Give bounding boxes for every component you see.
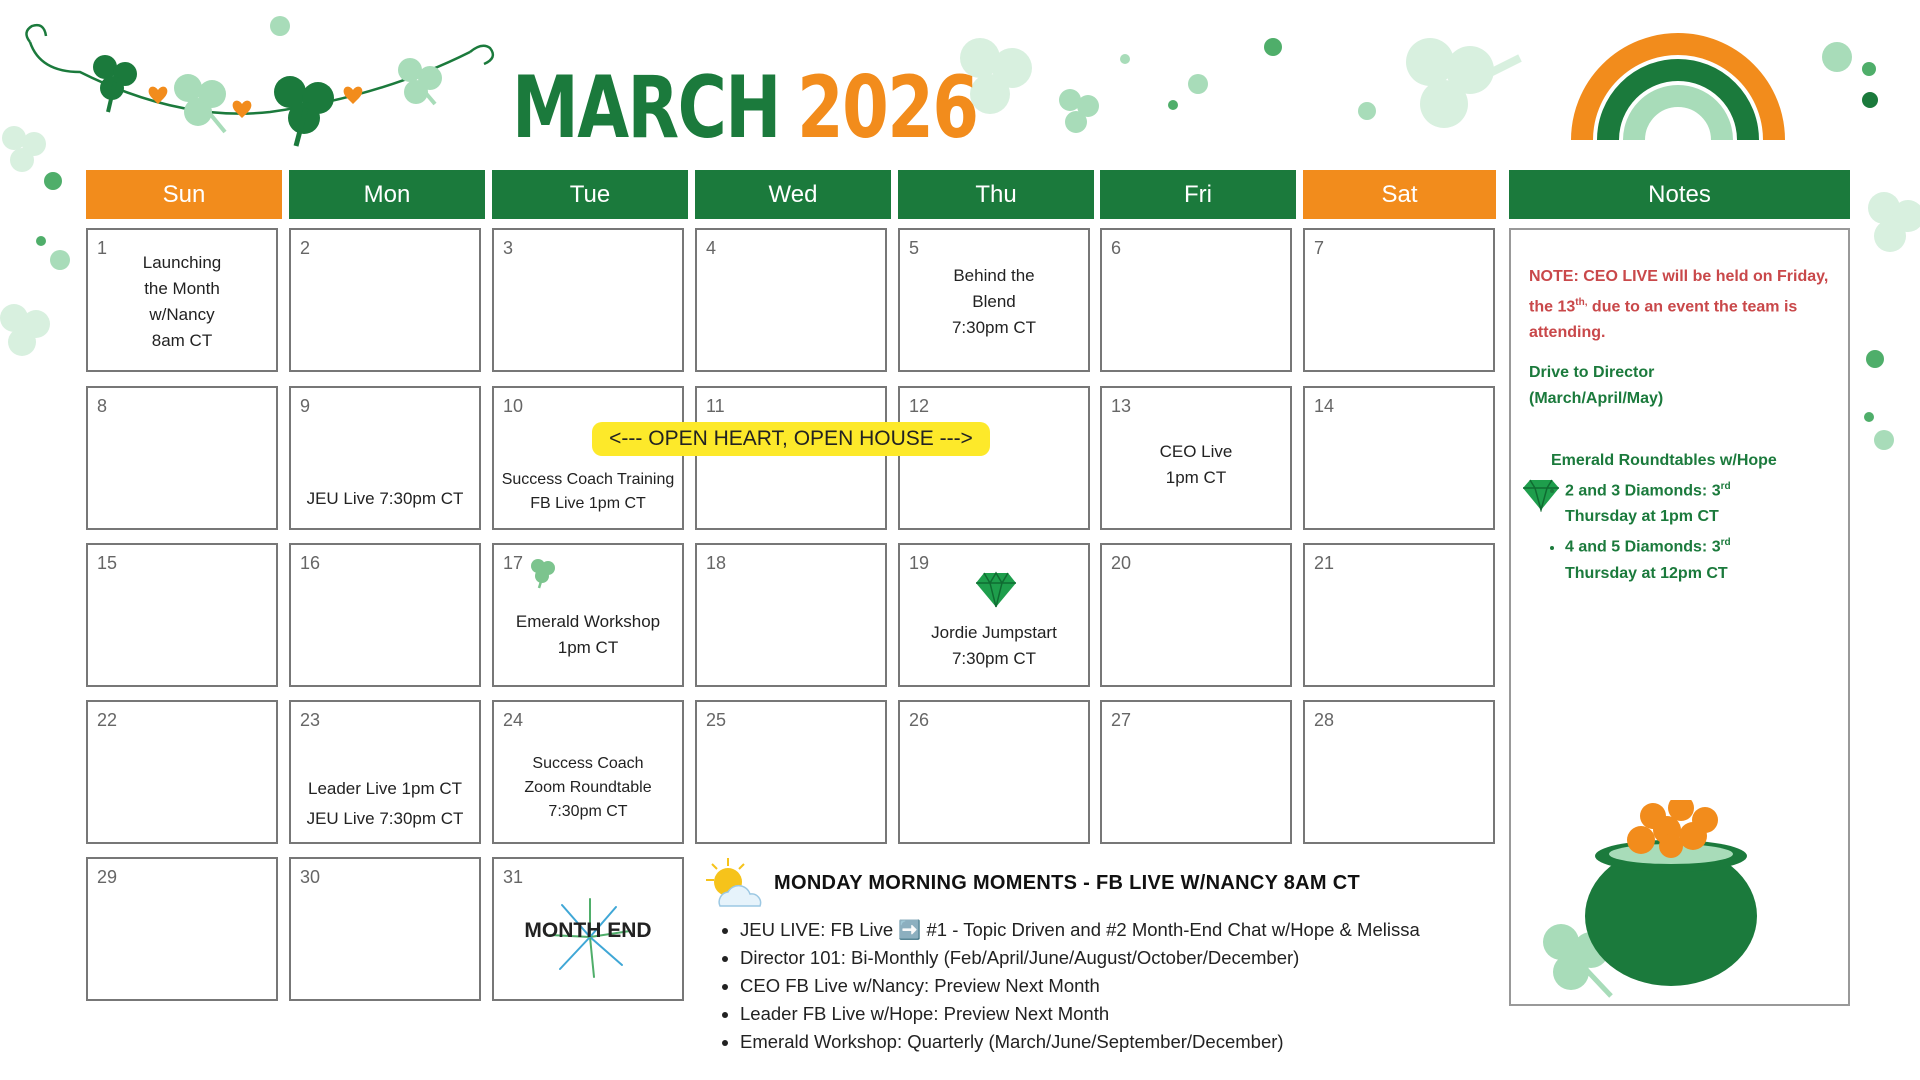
event-launching-the-month: Launching the Month w/Nancy 8am CT [142,253,222,350]
pot-of-gold-icon [1521,800,1761,1000]
note-ceo-live: NOTE: CEO LIVE will be held on Friday, the $13^{th,}$ due to an event the team is attending. [1529,268,1829,342]
rainbow-icon [1568,22,1788,142]
day-cell-8[interactable] [86,386,278,530]
title-year: 2026 [797,58,978,158]
day-cell-4[interactable] [695,228,887,372]
day-number: 15 [97,553,118,573]
header-fri: Fri [1100,170,1296,219]
day-cell-6[interactable] [1100,228,1292,372]
day-cell-1[interactable] [86,228,278,372]
event-leader-live-jeu-live: Leader Live 1pm CT JEU Live 7:30pm CT [306,779,464,828]
day-number: 3 [503,238,514,258]
day-number: 20 [1111,553,1132,573]
day-cell-13[interactable] [1100,386,1292,530]
monday-moments-list [718,916,1420,1056]
note-drive-to-director: Drive to Director (March/April/May) [1529,364,1664,407]
day-cell-27[interactable] [1100,700,1292,844]
day-number: 24 [503,710,524,730]
day-cell-29[interactable] [86,857,278,1001]
day-number: 16 [300,553,321,573]
shamrock-icon [528,555,558,589]
day-number: 8 [97,396,108,416]
day-number: 7 [1314,238,1325,258]
day-number: 17 [503,553,524,573]
list-item: • Emerald Workshop: Quarterly (March/June/September/December) [740,1028,1420,1056]
day-number: 25 [706,710,727,730]
day-cell-22[interactable] [86,700,278,844]
list-item: • Director 101: Bi-Monthly (Feb/April/June/August/October/December) [740,944,1420,972]
day-cell-12[interactable] [898,386,1090,530]
event-success-coach-training: Success Coach Training FB Live 1pm CT [501,471,675,512]
day-cell-5[interactable] [898,228,1090,372]
shamrock-decoration [0,118,50,188]
shamrock-decoration [0,296,54,370]
header-tue: Tue [492,170,688,219]
day-number: 11 [706,396,725,416]
day-cell-24[interactable] [492,700,684,844]
day-cell-17[interactable] [492,543,684,687]
title-month: MARCH [512,58,780,158]
gem-icon [974,571,1018,609]
day-number: 26 [909,710,930,730]
day-number: 27 [1111,710,1132,730]
day-cell-31[interactable] [492,857,684,1001]
roundtable-item: • 2 and 3 Diamonds: 3rd Thursday at 1pm CT [1565,474,1845,530]
day-cell-21[interactable] [1303,543,1495,687]
header-sat: Sat [1303,170,1496,219]
day-number: 12 [909,396,930,416]
day-cell-11[interactable] [695,386,887,530]
sun-cloud-icon [700,856,770,918]
day-number: 6 [1111,238,1122,258]
day-cell-9[interactable] [289,386,481,530]
list-item: • JEU LIVE: FB Live ➡️ #1 - Topic Driven and #2 Month-End Chat w/Hope & Melissa [740,916,1420,944]
day-cell-28[interactable] [1303,700,1495,844]
page-title [512,58,978,158]
day-cell-16[interactable] [289,543,481,687]
roundtables-list [1547,474,1845,587]
header-wed: Wed [695,170,891,219]
day-cell-3[interactable] [492,228,684,372]
event-ceo-live: CEO Live 1pm CT [1159,442,1233,487]
event-emerald-workshop: Emerald Workshop 1pm CT [515,612,661,657]
day-cell-18[interactable] [695,543,887,687]
day-cell-25[interactable] [695,700,887,844]
day-number: 2 [300,238,311,258]
day-number: 28 [1314,710,1335,730]
shamrock-icon [93,55,137,112]
open-house-banner: <--- OPEN HEART, OPEN HOUSE ---> [592,422,990,456]
note-roundtables-title: Emerald Roundtables w/Hope [1551,452,1777,469]
shamrock-decoration [1390,18,1530,138]
roundtable-item: • 4 and 5 Diamonds: 3rd Thursday at 12pm CT [1565,530,1845,586]
day-number: 19 [909,553,930,573]
monday-moments-title: MONDAY MORNING MOMENTS - FB LIVE W/NANCY 8AM CT [774,872,1360,894]
event-month-end: MONTH END [524,919,652,942]
day-cell-26[interactable] [898,700,1090,844]
header-thu: Thu [898,170,1094,219]
day-number: 1 [97,238,108,258]
day-number: 10 [503,396,524,416]
day-number: 9 [300,396,311,416]
day-cell-15[interactable] [86,543,278,687]
day-number: 22 [97,710,118,730]
day-number: 21 [1314,553,1335,573]
day-cell-19[interactable] [898,543,1090,687]
day-number: 5 [909,238,920,258]
shamrock-garland-decoration [20,12,500,152]
event-behind-the-blend: Behind the Blend 7:30pm CT [951,266,1037,337]
header-mon: Mon [289,170,485,219]
day-cell-20[interactable] [1100,543,1292,687]
day-number: 13 [1111,396,1132,416]
day-number: 30 [300,867,321,887]
header-notes: Notes [1509,170,1850,219]
event-jordie-jumpstart: Jordie Jumpstart 7:30pm CT [931,623,1057,668]
day-number: 18 [706,553,727,573]
list-item: • CEO FB Live w/Nancy: Preview Next Month [740,972,1420,1000]
list-item: • Leader FB Live w/Hope: Preview Next Month [740,1000,1420,1028]
day-number: 23 [300,710,321,730]
day-cell-7[interactable] [1303,228,1495,372]
event-jeu-live: JEU Live 7:30pm CT [306,489,464,508]
notes-panel [1509,228,1850,1006]
day-cell-23[interactable] [289,700,481,844]
day-number: 14 [1314,396,1335,416]
day-cell-10[interactable] [492,386,684,530]
day-number: 4 [706,238,717,258]
event-success-coach-zoom: Success Coach Zoom Roundtable 7:30pm CT [524,755,652,820]
shamrock-decoration [1854,180,1920,270]
day-cell-2[interactable] [289,228,481,372]
day-cell-30[interactable] [289,857,481,1001]
day-number: 29 [97,867,118,887]
header-sun: Sun [86,170,282,219]
day-cell-14[interactable] [1303,386,1495,530]
day-number: 31 [503,867,524,887]
